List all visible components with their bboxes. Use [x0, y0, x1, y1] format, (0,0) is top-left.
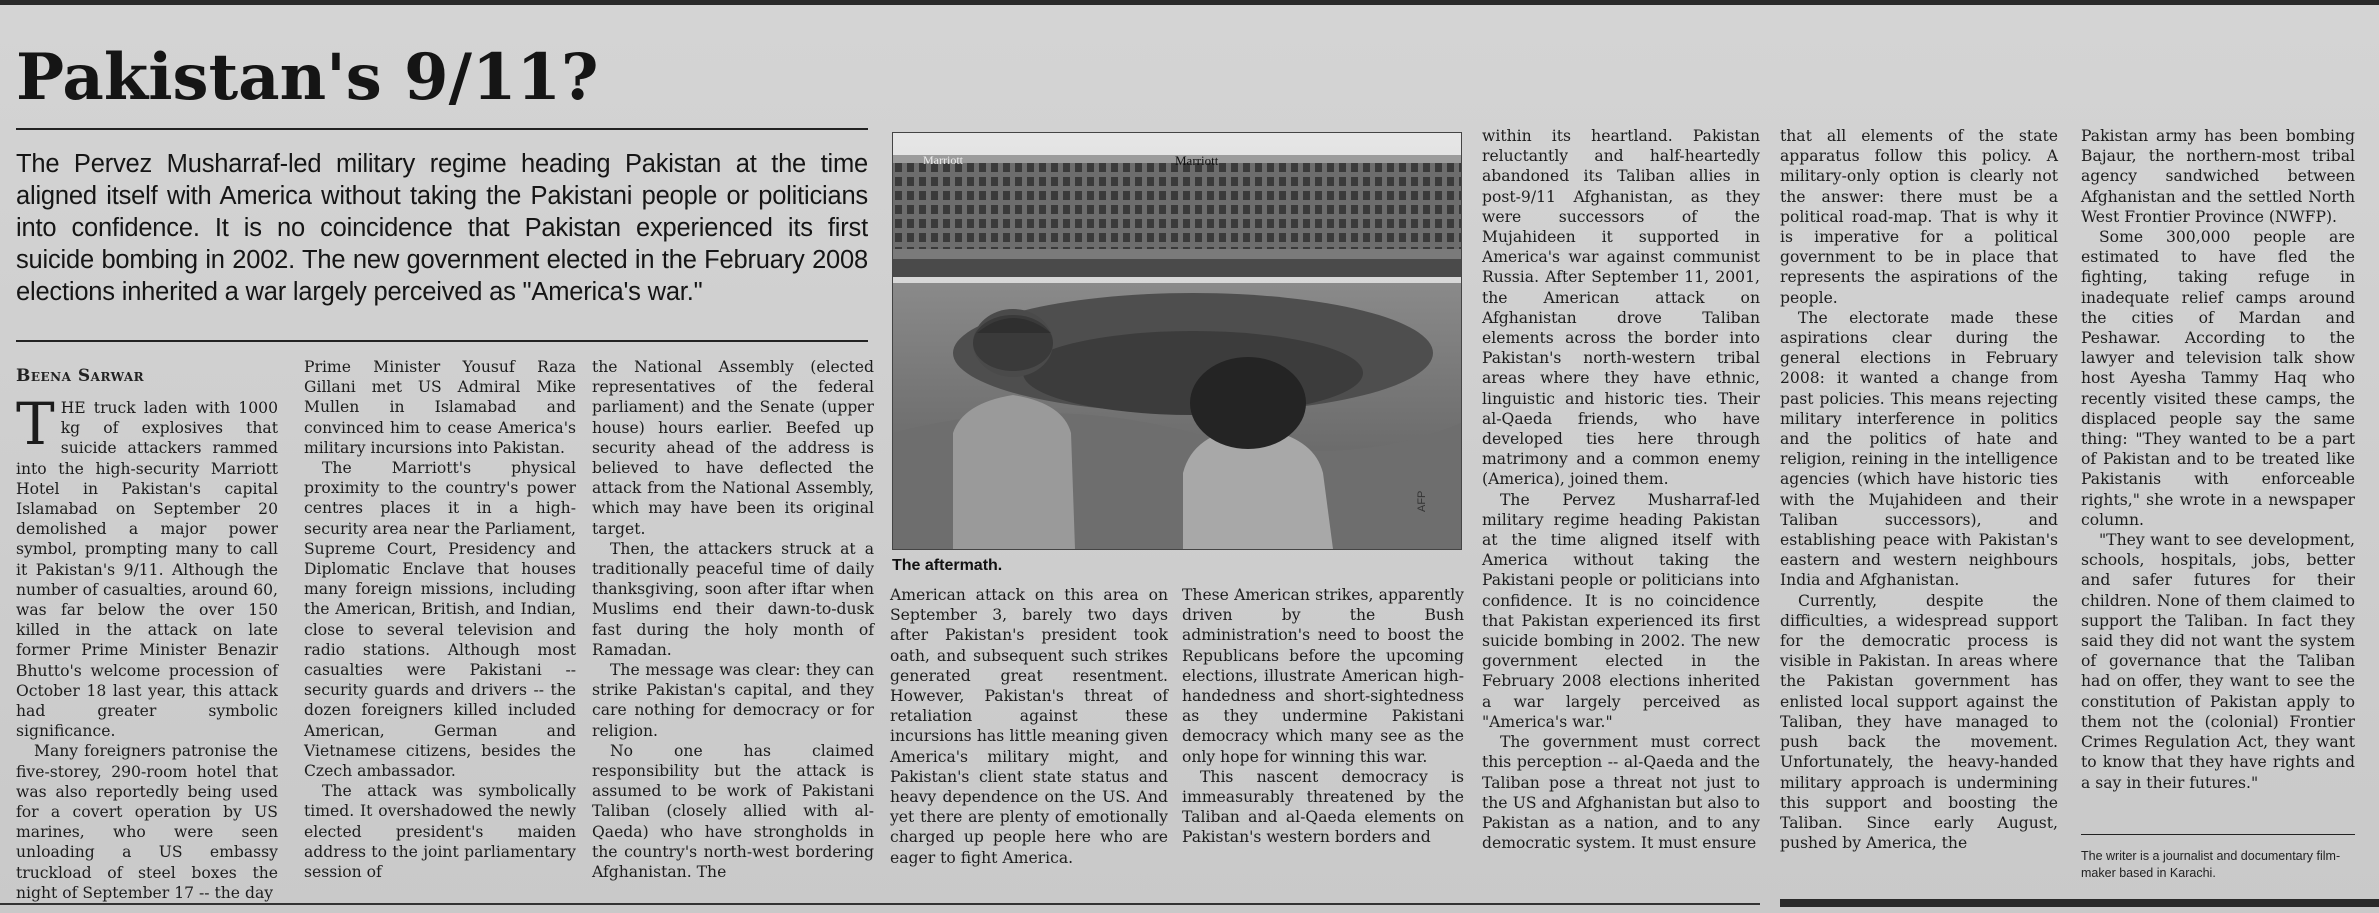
- headline-rule: [16, 128, 868, 130]
- drop-cap: T: [16, 390, 55, 458]
- paragraph: The message was clear: they can strike Pakistan's capital, and they care nothing for democracy or for religion.: [592, 661, 874, 740]
- paragraph: the National Assembly (elected representatives of the federal parliament) and the Senate (upper house) hours earlier. Beefed up security ahead of the address is believed to have deflected the attack from the National Assembly, which may have been its original target.: [592, 358, 874, 538]
- paragraph: "They want to see development, schools, hospitals, jobs, better and safer futures for their children. None of them claimed to support the Taliban. In fact they said they did not want the system of governance that the Taliban had on offer, they want to see the constitution of Pakistan apply to them not the (colonial) Frontier Crimes Regulation Act, they want to know that they have rights and a say in their futures.": [2081, 531, 2355, 792]
- photo-credit: AFP: [1416, 490, 1428, 512]
- paragraph: Then, the attackers struck at a traditionally peaceful time of daily thanksgiving, soon after iftar when Muslims end their dawn-to-dusk fast during the holy month of Ramadan.: [592, 539, 874, 659]
- paragraph: American attack on this area on September 3, barely two days after Pakistan's president took oath, and subsequent such strikes generated great resentment. However, Pakistan's threat of retaliation against these incursions has little meaning given America's military might, and Pakistan's client state status and heavy dependence on the US. And yet there are plenty of emotionally charged up people here who are eager to fight America.: [890, 586, 1168, 867]
- paragraph: The attack was symbolically timed. It overshadowed the newly elected president's maiden address to the joint parliamentary session of: [304, 782, 576, 882]
- paragraph: The government must correct this perception -- al-Qaeda and the Taliban pose a threat not just to the US and Afghanistan but also to Pakistan as a nation, and to any democratic system. It must ensure: [1482, 733, 1760, 853]
- paragraph: Prime Minister Yousuf Raza Gillani met US Admiral Mike Mullen in Islamabad and convinced him to cease America's military incursions into Pakistan.: [304, 358, 576, 457]
- author-note: The writer is a journalist and documentary film-maker based in Karachi.: [2081, 849, 2341, 880]
- paragraph: [16, 390, 278, 741]
- paragraph: The electorate made these aspirations clear during the general elections in February 2008: it wanted a change from past policies. This means rejecting military interference in politics and the politics of hate and religion, reining in the intelligence agencies (which have historic ties with the Mujahideen and their Taliban successors), and establishing peace with Pakistan's eastern and western neighbours India and Afghanistan.: [1780, 308, 2058, 590]
- news-photo: [892, 132, 1462, 550]
- paragraph: that all elements of the state apparatus follow this policy. A military-only option is clearly not the answer: there must be a political road-map. That is why it is imperative for a political government to be in place that represents the aspirations of the people.: [1780, 127, 2058, 307]
- photo-sign-left: Marriott: [923, 153, 963, 167]
- paragraph: This nascent democracy is immeasurably threatened by the Taliban and al-Qaeda elements on Pakistan's western borders and: [1182, 767, 1464, 847]
- paragraph: These American strikes, apparently driven by the Bush administration's need to boost the Republicans before the upcoming elections, illustrate American high-handedness and short-sightedness as they undermine Pakistani democracy which many see as the only hope for winning this war.: [1182, 586, 1464, 766]
- byline: Beena Sarwar: [16, 366, 145, 386]
- paragraph: No one has claimed responsibility but the attack is assumed to be work of Pakistani Taliban (closely allied with al-Qaeda) who have strongholds in the country's north-west bordering Afghanistan. The: [592, 741, 874, 882]
- column-1: [16, 390, 278, 903]
- headline: Pakistan's 9/11?: [16, 40, 599, 115]
- paragraph: Pakistan army has been bombing Bajaur, the northern-most tribal agency sandwiched between Afghanistan and the settled North West Frontier Province (NWFP).: [2081, 127, 2355, 226]
- photo-caption: The aftermath.: [892, 557, 1003, 574]
- column-4: [890, 585, 1168, 868]
- column-8: [2081, 126, 2355, 793]
- paragraph: within its heartland. Pakistan reluctantly and half-heartedly abandoned its Taliban allies in post-9/11 Afghanistan, as they were successors of the Mujahideen it supported in America's war against communist Russia. After September 11, 2001, the American attack on Afghanistan drove Taliban elements across the border into Pakistan's north-western tribal areas where they have ethnic, linguistic and historic ties. Their al-Qaeda friends, who have developed ties here through matrimony and a common enemy (America), joined them.: [1482, 127, 1760, 489]
- column-2: [304, 357, 576, 882]
- paragraph: Many foreigners patronise the five-storey, 290-room hotel that was also reportedly being used for a covert operation by US marines, who were seen unloading a US embassy truckload of steel boxes the night of September 17 -- the day: [16, 742, 278, 902]
- photo-sign-right: Marriott: [1175, 153, 1219, 168]
- paragraph-text: HE truck laden with 1000 kg of explosives that suicide attackers rammed into the high-security Marriott Hotel in Pakistan's capital Islamabad on September 20 demolished a major power symbol, prompting many to call it Pakistan's 9/11. Although the number of casualties, around 60, was far below the over 150 killed in the attack on late former Prime Minister Benazir Bhutto's welcome procession of October 18 last year, this attack had greater symbolic significance.: [16, 399, 278, 741]
- photo-image: [893, 133, 1461, 549]
- footer-rule-right: [1780, 899, 2379, 907]
- paragraph: Currently, despite the difficulties, a widespread support for the democratic process is visible in Pakistan. In areas where the Pakistan government has enlisted local support against the Taliban, they have managed to push back the movement. Unfortunately, the heavy-handed military approach is undermining this support and boosting the Taliban. Since early August, pushed by America, the: [1780, 591, 2058, 853]
- column-5: [1182, 585, 1464, 848]
- standfirst-rule: [16, 340, 868, 342]
- paragraph: Some 300,000 people are estimated to have fled the fighting, taking refuge in inadequate relief camps around the cities of Mardan and Peshawar. According to the lawyer and television talk show host Ayesha Tammy Haq who recently visited these camps, the displaced people say the same thing: "They wanted to be a part of Pakistan and to be treated like Pakistanis with enforceable rights," she wrote in a newspaper column.: [2081, 228, 2355, 529]
- column-6: [1482, 126, 1760, 853]
- paragraph: The Pervez Musharraf-led military regime heading Pakistan at the time aligned itself with America without taking the Pakistani people or politicians into confidence. It is no coincidence that Pakistan experienced its first suicide bombing in 2002. The new government elected in the February 2008 elections inherited a war largely perceived as "America's war.": [1482, 490, 1760, 731]
- standfirst: The Pervez Musharraf-led military regime heading Pakistan at the time aligned itself with America without taking the Pakistani people or politicians into confidence. It is no coincidence that Pakistan experienced its first suicide bombing in 2002. The new government elected in the February 2008 elections inherited a war largely perceived as "America's war.": [16, 150, 868, 306]
- column-3: [592, 357, 874, 882]
- author-note-rule: [2081, 834, 2355, 835]
- footer-rule-left: [0, 903, 1760, 905]
- column-7: [1780, 126, 2058, 853]
- top-rule: [0, 0, 2379, 5]
- paragraph: The Marriott's physical proximity to the country's power centres places it in a high-security area near the Parliament, Supreme Court, Presidency and Diplomatic Enclave that houses many foreign missions, including the American, British, and Indian, close to several television and radio stations. Although most casualties were Pakistani -- security guards and drivers -- the dozen foreigners killed included American, German and Vietnamese citizens, besides the Czech ambassador.: [304, 459, 576, 781]
